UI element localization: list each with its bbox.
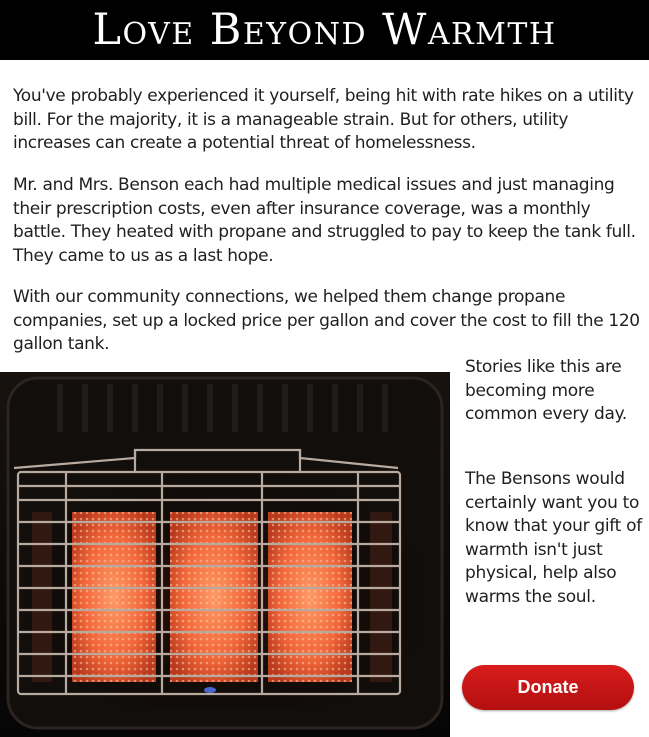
page-title: Love Beyond Warmth [92, 4, 557, 55]
heater-illustration [0, 372, 450, 737]
propane-heater-photo [0, 372, 450, 737]
donate-button[interactable]: Donate [462, 665, 634, 710]
story-paragraph-1: You've probably experienced it yourself, being hit with rate hikes on a utility bill. For the majority, it is a manageable strain. But for others, utility increases can create a potential threat of homelessness. [13, 86, 634, 153]
sidebar-paragraph-1: Stories like this are becoming more common every day. [465, 357, 628, 424]
burner-panels [32, 512, 392, 693]
sidebar-paragraph-2: The Bensons would certainly want you to know that your gift of warmth isn't just physical, help also warms the soul. [465, 469, 642, 607]
page-header [0, 0, 649, 60]
story-paragraph-2: Mr. and Mrs. Benson each had multiple medical issues and just managing their prescription costs, even after insurance coverage, was a monthly battle. They heated with propane and struggled to pay to keep the tank full. They came to us as a last hope. [13, 175, 636, 266]
story-paragraph-3: With our community connections, we helped them change propane companies, set up a locked price per gallon and cover the cost to fill the 120 gallon tank. [13, 287, 640, 354]
